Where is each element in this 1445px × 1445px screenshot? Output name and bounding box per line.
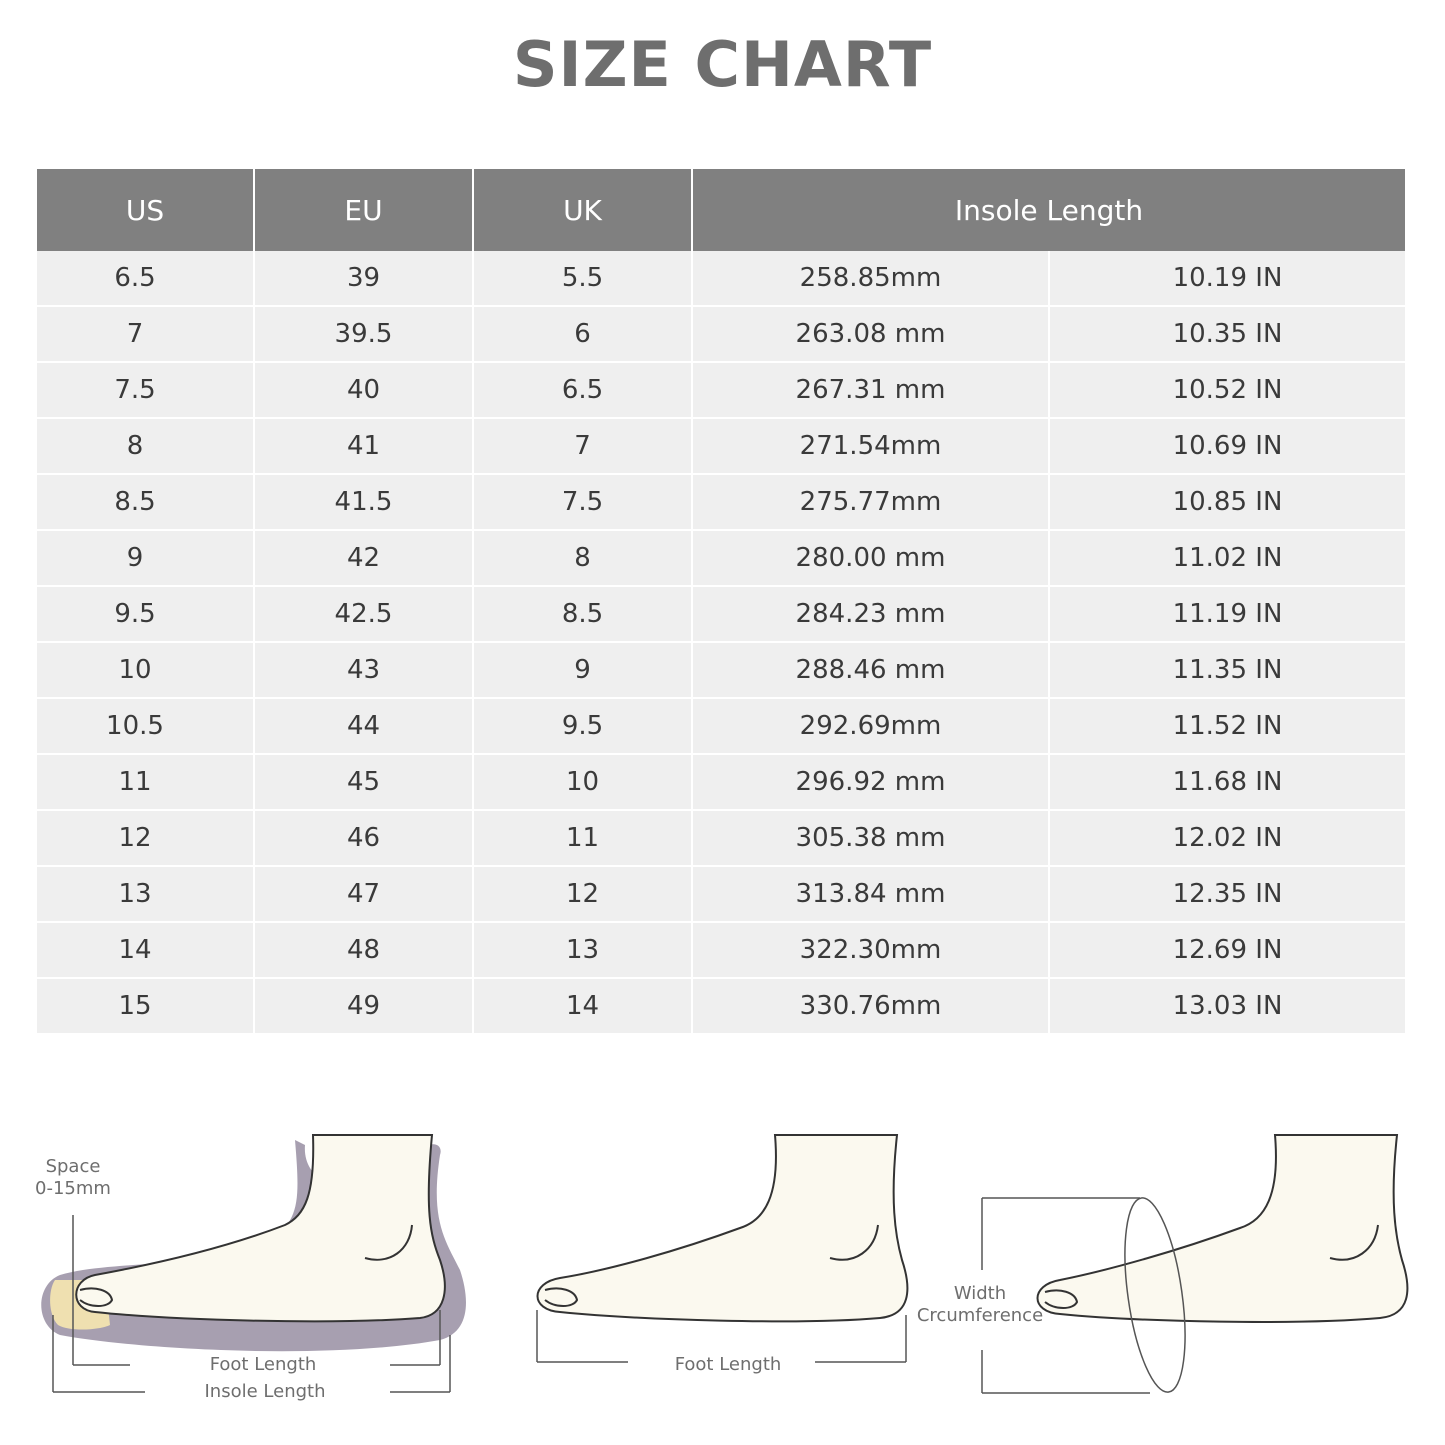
- uk-size-cell: 10: [473, 754, 692, 810]
- eu-size-cell: 49: [254, 978, 473, 1034]
- insole-mm-cell: 330.76mm: [692, 978, 1049, 1034]
- us-size-cell: 9.5: [37, 586, 254, 642]
- table-row: [37, 586, 1405, 642]
- insole-mm-cell: 322.30mm: [692, 922, 1049, 978]
- insole-mm-cell: 280.00 mm: [692, 530, 1049, 586]
- insole-mm-cell: 284.23 mm: [692, 586, 1049, 642]
- table-row: [37, 251, 1405, 306]
- insole-mm-cell: 305.38 mm: [692, 810, 1049, 866]
- insole-in-cell: 11.35 IN: [1049, 642, 1405, 698]
- space-label: [28, 1156, 118, 1200]
- insole-in-cell: 11.19 IN: [1049, 586, 1405, 642]
- size-chart-table: [37, 169, 1405, 1035]
- foot-length-illustration: [537, 1135, 907, 1362]
- table-row: [37, 530, 1405, 586]
- width-label-text: Width: [953, 1283, 1007, 1304]
- uk-size-cell: 9.5: [473, 698, 692, 754]
- header-eu: EU: [254, 169, 473, 251]
- table-row: [37, 362, 1405, 418]
- us-size-cell: 6.5: [37, 251, 254, 306]
- eu-size-cell: 42.5: [254, 586, 473, 642]
- us-size-cell: 8.5: [37, 474, 254, 530]
- eu-size-cell: 47: [254, 866, 473, 922]
- insole-in-cell: 11.52 IN: [1049, 698, 1405, 754]
- insole-mm-cell: 292.69mm: [692, 698, 1049, 754]
- width-circumference-label: [910, 1283, 1050, 1327]
- uk-size-cell: 14: [473, 978, 692, 1034]
- table-row: [37, 978, 1405, 1034]
- insole-mm-cell: 275.77mm: [692, 474, 1049, 530]
- header-uk: UK: [473, 169, 692, 251]
- insole-mm-cell: 263.08 mm: [692, 306, 1049, 362]
- insole-length-label: Insole Length: [204, 1381, 326, 1402]
- insole-mm-cell: 271.54mm: [692, 418, 1049, 474]
- table-row: [37, 810, 1405, 866]
- table-body: [37, 251, 1405, 1034]
- eu-size-cell: 41: [254, 418, 473, 474]
- uk-size-cell: 6.5: [473, 362, 692, 418]
- insole-in-cell: 10.19 IN: [1049, 251, 1405, 306]
- insole-in-cell: 11.02 IN: [1049, 530, 1405, 586]
- foot-length-label-1: Foot Length: [209, 1354, 317, 1375]
- insole-in-cell: 10.52 IN: [1049, 362, 1405, 418]
- insole-in-cell: 10.69 IN: [1049, 418, 1405, 474]
- us-size-cell: 7.5: [37, 362, 254, 418]
- us-size-cell: 11: [37, 754, 254, 810]
- us-size-cell: 14: [37, 922, 254, 978]
- foot-shape-3: [1038, 1135, 1408, 1322]
- uk-size-cell: 12: [473, 866, 692, 922]
- insole-in-cell: 11.68 IN: [1049, 754, 1405, 810]
- insole-mm-cell: 313.84 mm: [692, 866, 1049, 922]
- header-insole-length: Insole Length: [692, 169, 1405, 251]
- table-row: [37, 306, 1405, 362]
- table-row: [37, 418, 1405, 474]
- insole-mm-cell: 258.85mm: [692, 251, 1049, 306]
- uk-size-cell: 13: [473, 922, 692, 978]
- foot-shape-1: [76, 1135, 445, 1321]
- header-us: US: [37, 169, 254, 251]
- table-row: [37, 642, 1405, 698]
- insole-mm-cell: 267.31 mm: [692, 362, 1049, 418]
- uk-size-cell: 11: [473, 810, 692, 866]
- eu-size-cell: 41.5: [254, 474, 473, 530]
- table-row: [37, 922, 1405, 978]
- insole-in-cell: 12.69 IN: [1049, 922, 1405, 978]
- table-row: [37, 754, 1405, 810]
- eu-size-cell: 45: [254, 754, 473, 810]
- uk-size-cell: 7: [473, 418, 692, 474]
- table-header-row: [37, 169, 1405, 251]
- uk-size-cell: 8: [473, 530, 692, 586]
- us-size-cell: 8: [37, 418, 254, 474]
- eu-size-cell: 48: [254, 922, 473, 978]
- eu-size-cell: 39.5: [254, 306, 473, 362]
- space-value-text: 0-15mm: [35, 1178, 111, 1199]
- insole-mm-cell: 296.92 mm: [692, 754, 1049, 810]
- width-circumference-illustration: [982, 1135, 1407, 1396]
- eu-size-cell: 44: [254, 698, 473, 754]
- uk-size-cell: 5.5: [473, 251, 692, 306]
- foot-shape-2: [538, 1135, 908, 1321]
- table-row: [37, 866, 1405, 922]
- table-row: [37, 698, 1405, 754]
- circumference-label-text: Crcumference: [916, 1305, 1044, 1326]
- insole-in-cell: 13.03 IN: [1049, 978, 1405, 1034]
- us-size-cell: 13: [37, 866, 254, 922]
- us-size-cell: 15: [37, 978, 254, 1034]
- uk-size-cell: 8.5: [473, 586, 692, 642]
- insole-in-cell: 10.85 IN: [1049, 474, 1405, 530]
- eu-size-cell: 43: [254, 642, 473, 698]
- insole-in-cell: 12.35 IN: [1049, 866, 1405, 922]
- insole-mm-cell: 288.46 mm: [692, 642, 1049, 698]
- us-size-cell: 9: [37, 530, 254, 586]
- uk-size-cell: 9: [473, 642, 692, 698]
- uk-size-cell: 6: [473, 306, 692, 362]
- insole-in-cell: 12.02 IN: [1049, 810, 1405, 866]
- space-label-text: Space: [45, 1156, 101, 1177]
- eu-size-cell: 46: [254, 810, 473, 866]
- table-row: [37, 474, 1405, 530]
- insole-in-cell: 10.35 IN: [1049, 306, 1405, 362]
- page-title: SIZE CHART: [512, 28, 933, 101]
- us-size-cell: 10: [37, 642, 254, 698]
- eu-size-cell: 39: [254, 251, 473, 306]
- foot-length-label-2: Foot Length: [674, 1354, 782, 1375]
- eu-size-cell: 42: [254, 530, 473, 586]
- us-size-cell: 10.5: [37, 698, 254, 754]
- us-size-cell: 7: [37, 306, 254, 362]
- uk-size-cell: 7.5: [473, 474, 692, 530]
- eu-size-cell: 40: [254, 362, 473, 418]
- us-size-cell: 12: [37, 810, 254, 866]
